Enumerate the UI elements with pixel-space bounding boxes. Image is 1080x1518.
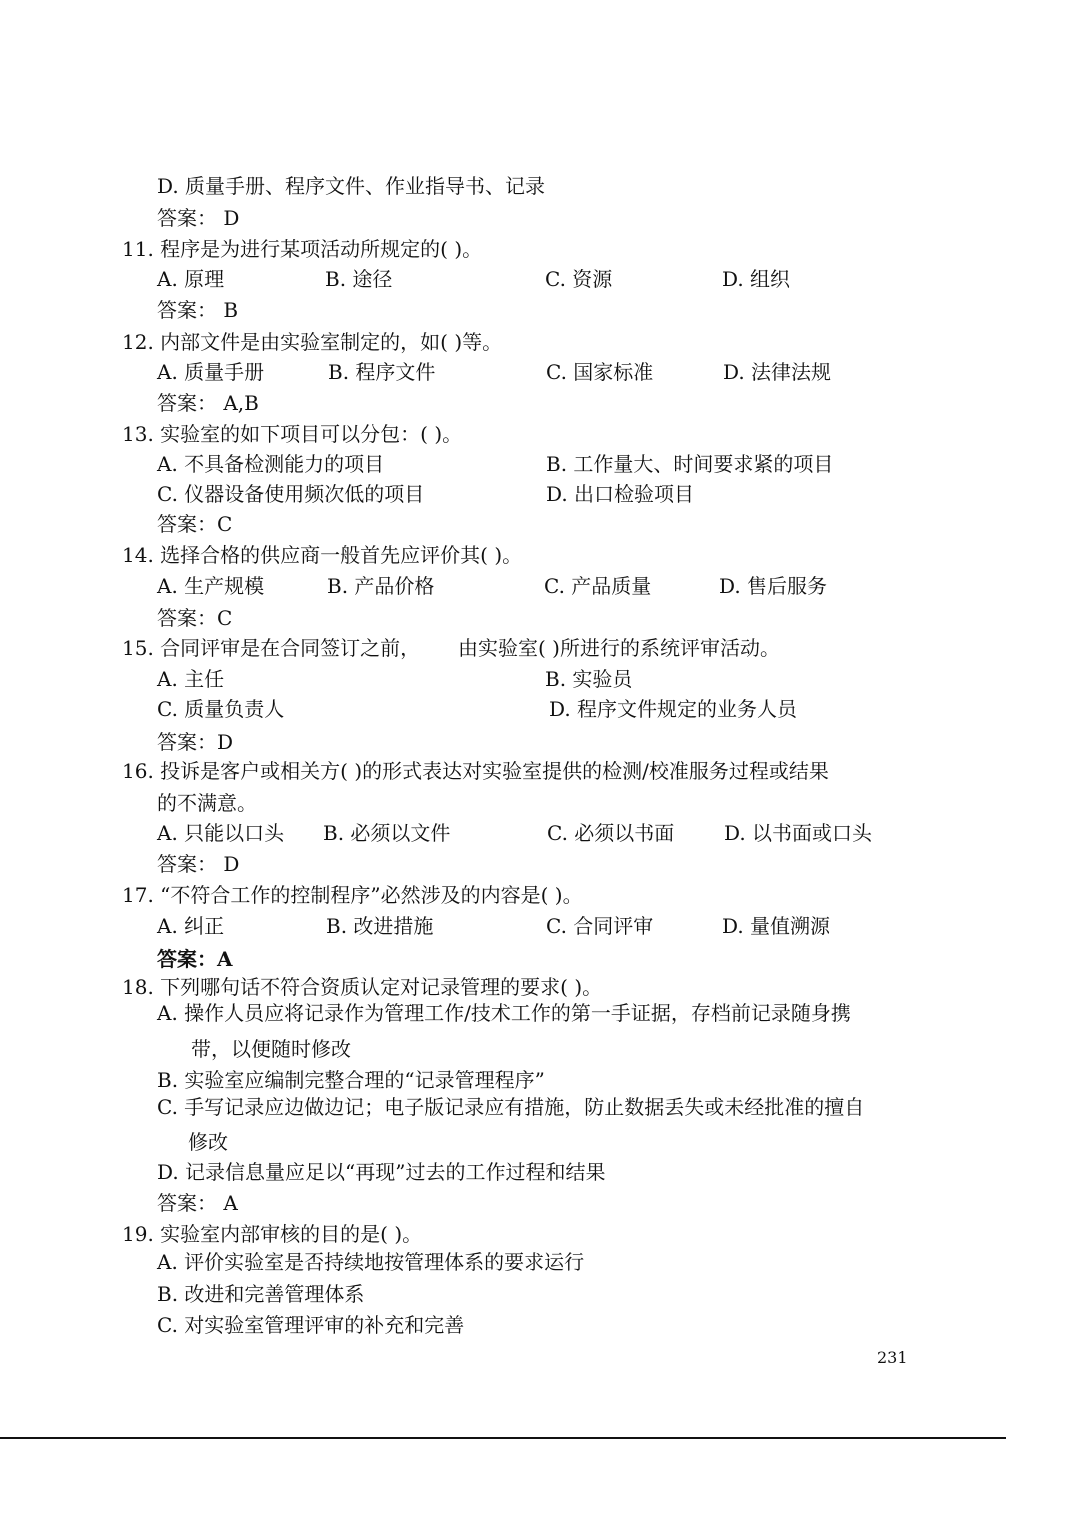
question-16: 16. 投诉是客户或相关方( )的形式表达对实验室提供的检测/校准服务过程或结果 xyxy=(122,759,829,783)
q13-option-d: D. 出口检验项目 xyxy=(546,482,695,506)
question-17: 17. “不符合工作的控制程序”必然涉及的内容是( )。 xyxy=(122,883,583,907)
q15-option-c: C. 质量负责人 xyxy=(157,697,285,721)
q17-option-c: C. 合同评审 xyxy=(546,914,654,938)
q15-option-a: A. 主任 xyxy=(157,667,225,691)
answer: 答案： D xyxy=(157,206,240,230)
q14-option-c: C. 产品质量 xyxy=(544,574,652,598)
page-number: 231 xyxy=(877,1348,908,1367)
option-d: D. 质量手册、程序文件、作业指导书、记录 xyxy=(157,174,546,198)
q19-option-b: B. 改进和完善管理体系 xyxy=(157,1282,365,1306)
q16-answer: 答案： D xyxy=(157,852,240,876)
q17-answer: 答案：A xyxy=(157,947,233,971)
q18-option-b: B. 实验室应编制完整合理的“记录管理程序” xyxy=(157,1068,545,1092)
q15-option-b: B. 实验员 xyxy=(545,667,633,691)
q12-option-b: B. 程序文件 xyxy=(328,360,436,384)
q15-option-d: D. 程序文件规定的业务人员 xyxy=(549,697,798,721)
q16-option-b: B. 必须以文件 xyxy=(323,821,451,845)
q17-option-d: D. 量值溯源 xyxy=(722,914,831,938)
question-15-cont: 由实验室( )所进行的系统评审活动。 xyxy=(458,636,780,660)
q12-answer: 答案： A,B xyxy=(157,391,259,415)
q14-option-a: A. 生产规模 xyxy=(157,574,265,598)
q19-option-a: A. 评价实验室是否持续地按管理体系的要求运行 xyxy=(157,1250,585,1274)
question-16-cont: 的不满意。 xyxy=(157,791,257,815)
q19-option-c: C. 对实验室管理评审的补充和完善 xyxy=(157,1313,465,1337)
q11-answer: 答案： B xyxy=(157,298,239,322)
footer-rule xyxy=(0,1437,1006,1439)
q13-answer: 答案：C xyxy=(157,512,233,536)
question-19: 19. 实验室内部审核的目的是( )。 xyxy=(122,1222,423,1246)
q14-option-d: D. 售后服务 xyxy=(719,574,828,598)
q16-option-c: C. 必须以书面 xyxy=(547,821,675,845)
question-18: 18. 下列哪句话不符合资质认定对记录管理的要求( )。 xyxy=(122,975,603,999)
q13-option-a: A. 不具备检测能力的项目 xyxy=(157,452,385,476)
q16-option-d: D. 以书面或口头 xyxy=(724,821,873,845)
q11-option-a: A. 原理 xyxy=(157,267,225,291)
q12-option-d: D. 法律法规 xyxy=(723,360,832,384)
question-12: 12. 内部文件是由实验室制定的，如( )等。 xyxy=(122,330,503,354)
q11-option-c: C. 资源 xyxy=(545,267,613,291)
q12-option-a: A. 质量手册 xyxy=(157,360,265,384)
q18-option-c-cont: 修改 xyxy=(188,1130,228,1154)
q14-option-b: B. 产品价格 xyxy=(327,574,435,598)
q17-option-b: B. 改进措施 xyxy=(326,914,434,938)
q15-answer: 答案：D xyxy=(157,730,234,754)
question-15: 15. 合同评审是在合同签订之前， xyxy=(122,636,421,660)
q18-option-d: D. 记录信息量应足以“再现”过去的工作过程和结果 xyxy=(157,1160,606,1184)
question-11: 11. 程序是为进行某项活动所规定的( )。 xyxy=(122,237,483,261)
question-13: 13. 实验室的如下项目可以分包：( )。 xyxy=(122,422,463,446)
q18-option-c: C. 手写记录应边做边记；电子版记录应有措施，防止数据丢失或未经批准的擅自 xyxy=(157,1095,865,1119)
q14-answer: 答案：C xyxy=(157,606,233,630)
q18-option-a: A. 操作人员应将记录作为管理工作/技术工作的第一手证据，存档前记录随身携 xyxy=(157,1001,851,1025)
q17-option-a: A. 纠正 xyxy=(157,914,225,938)
q18-answer: 答案： A xyxy=(157,1191,238,1215)
q13-option-b: B. 工作量大、时间要求紧的项目 xyxy=(546,452,834,476)
q18-option-a-cont: 带，以便随时修改 xyxy=(191,1037,351,1061)
q11-option-d: D. 组织 xyxy=(722,267,791,291)
question-14: 14. 选择合格的供应商一般首先应评价其( )。 xyxy=(122,543,523,567)
q12-option-c: C. 国家标准 xyxy=(546,360,654,384)
q11-option-b: B. 途径 xyxy=(325,267,393,291)
q16-option-a: A. 只能以口头 xyxy=(157,821,285,845)
q13-option-c: C. 仪器设备使用频次低的项目 xyxy=(157,482,425,506)
